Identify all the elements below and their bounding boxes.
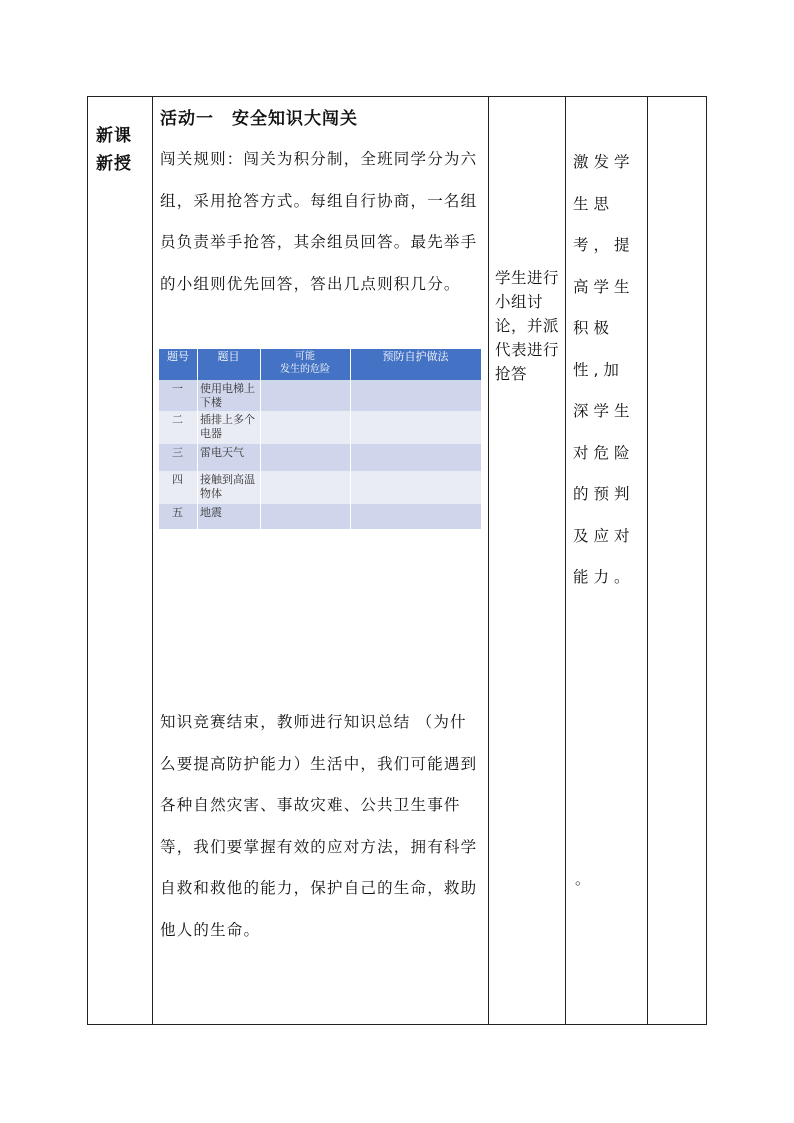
quiz-table — [159, 349, 481, 529]
table-row — [159, 471, 481, 504]
row-topic: 插排上多个电器 — [200, 413, 255, 440]
row-number: 五 — [172, 506, 183, 519]
row-topic: 使用电梯上下楼 — [200, 382, 255, 409]
column-divider — [647, 96, 648, 1025]
header-topic: 题目 — [217, 350, 240, 363]
table-row — [159, 504, 481, 529]
row-number: 三 — [172, 446, 183, 459]
section-label: 新课新授 — [96, 126, 132, 174]
row-topic: 地震 — [200, 506, 222, 519]
header-number: 题号 — [167, 350, 189, 363]
table-divider — [197, 349, 198, 529]
table-divider — [260, 349, 261, 529]
row-number: 四 — [172, 473, 183, 486]
design-purpose: 激发学生思考，提高学生积极性,加深学生对危险的预判及应对能力。 — [573, 153, 635, 586]
table-row — [159, 444, 481, 471]
activity-title: 活动一 安全知识大闯关 — [160, 109, 358, 129]
quiz-table-header — [159, 349, 481, 380]
header-prevention: 预防自护做法 — [382, 350, 449, 363]
teacher-summary: 知识竞赛结束，教师进行知识总结 （为什么要提高防护能力）生活中，我们可能遇到各种自然灾害、事故灾难、公共卫生事件等，我们要掌握有效的应对方法，拥有科学自救和救他的能力，保护自己的生命，救助他人的生命。 — [160, 713, 478, 939]
trailing-mark: 。 — [575, 870, 591, 888]
column-divider — [488, 96, 489, 1025]
table-divider — [350, 349, 351, 529]
header-danger: 可能 发生的危险 — [280, 351, 330, 375]
activity-rules: 闯关规则：闯关为积分制，全班同学分为六组，采用抢答方式。每组自行协商，一名组员负责举手抢答，其余组员回答。最先举手的小组则优先回答，答出几点则积几分。 — [160, 150, 478, 293]
row-topic: 雷电天气 — [200, 446, 244, 459]
student-activity: 学生进行小组讨论，并派代表进行抢答 — [495, 269, 560, 383]
column-divider — [152, 96, 153, 1025]
row-number: 一 — [172, 382, 183, 395]
column-divider — [565, 96, 566, 1025]
table-row — [159, 411, 481, 444]
row-topic: 接触到高温物体 — [200, 473, 255, 500]
table-row — [159, 380, 481, 411]
row-number: 二 — [172, 413, 183, 426]
